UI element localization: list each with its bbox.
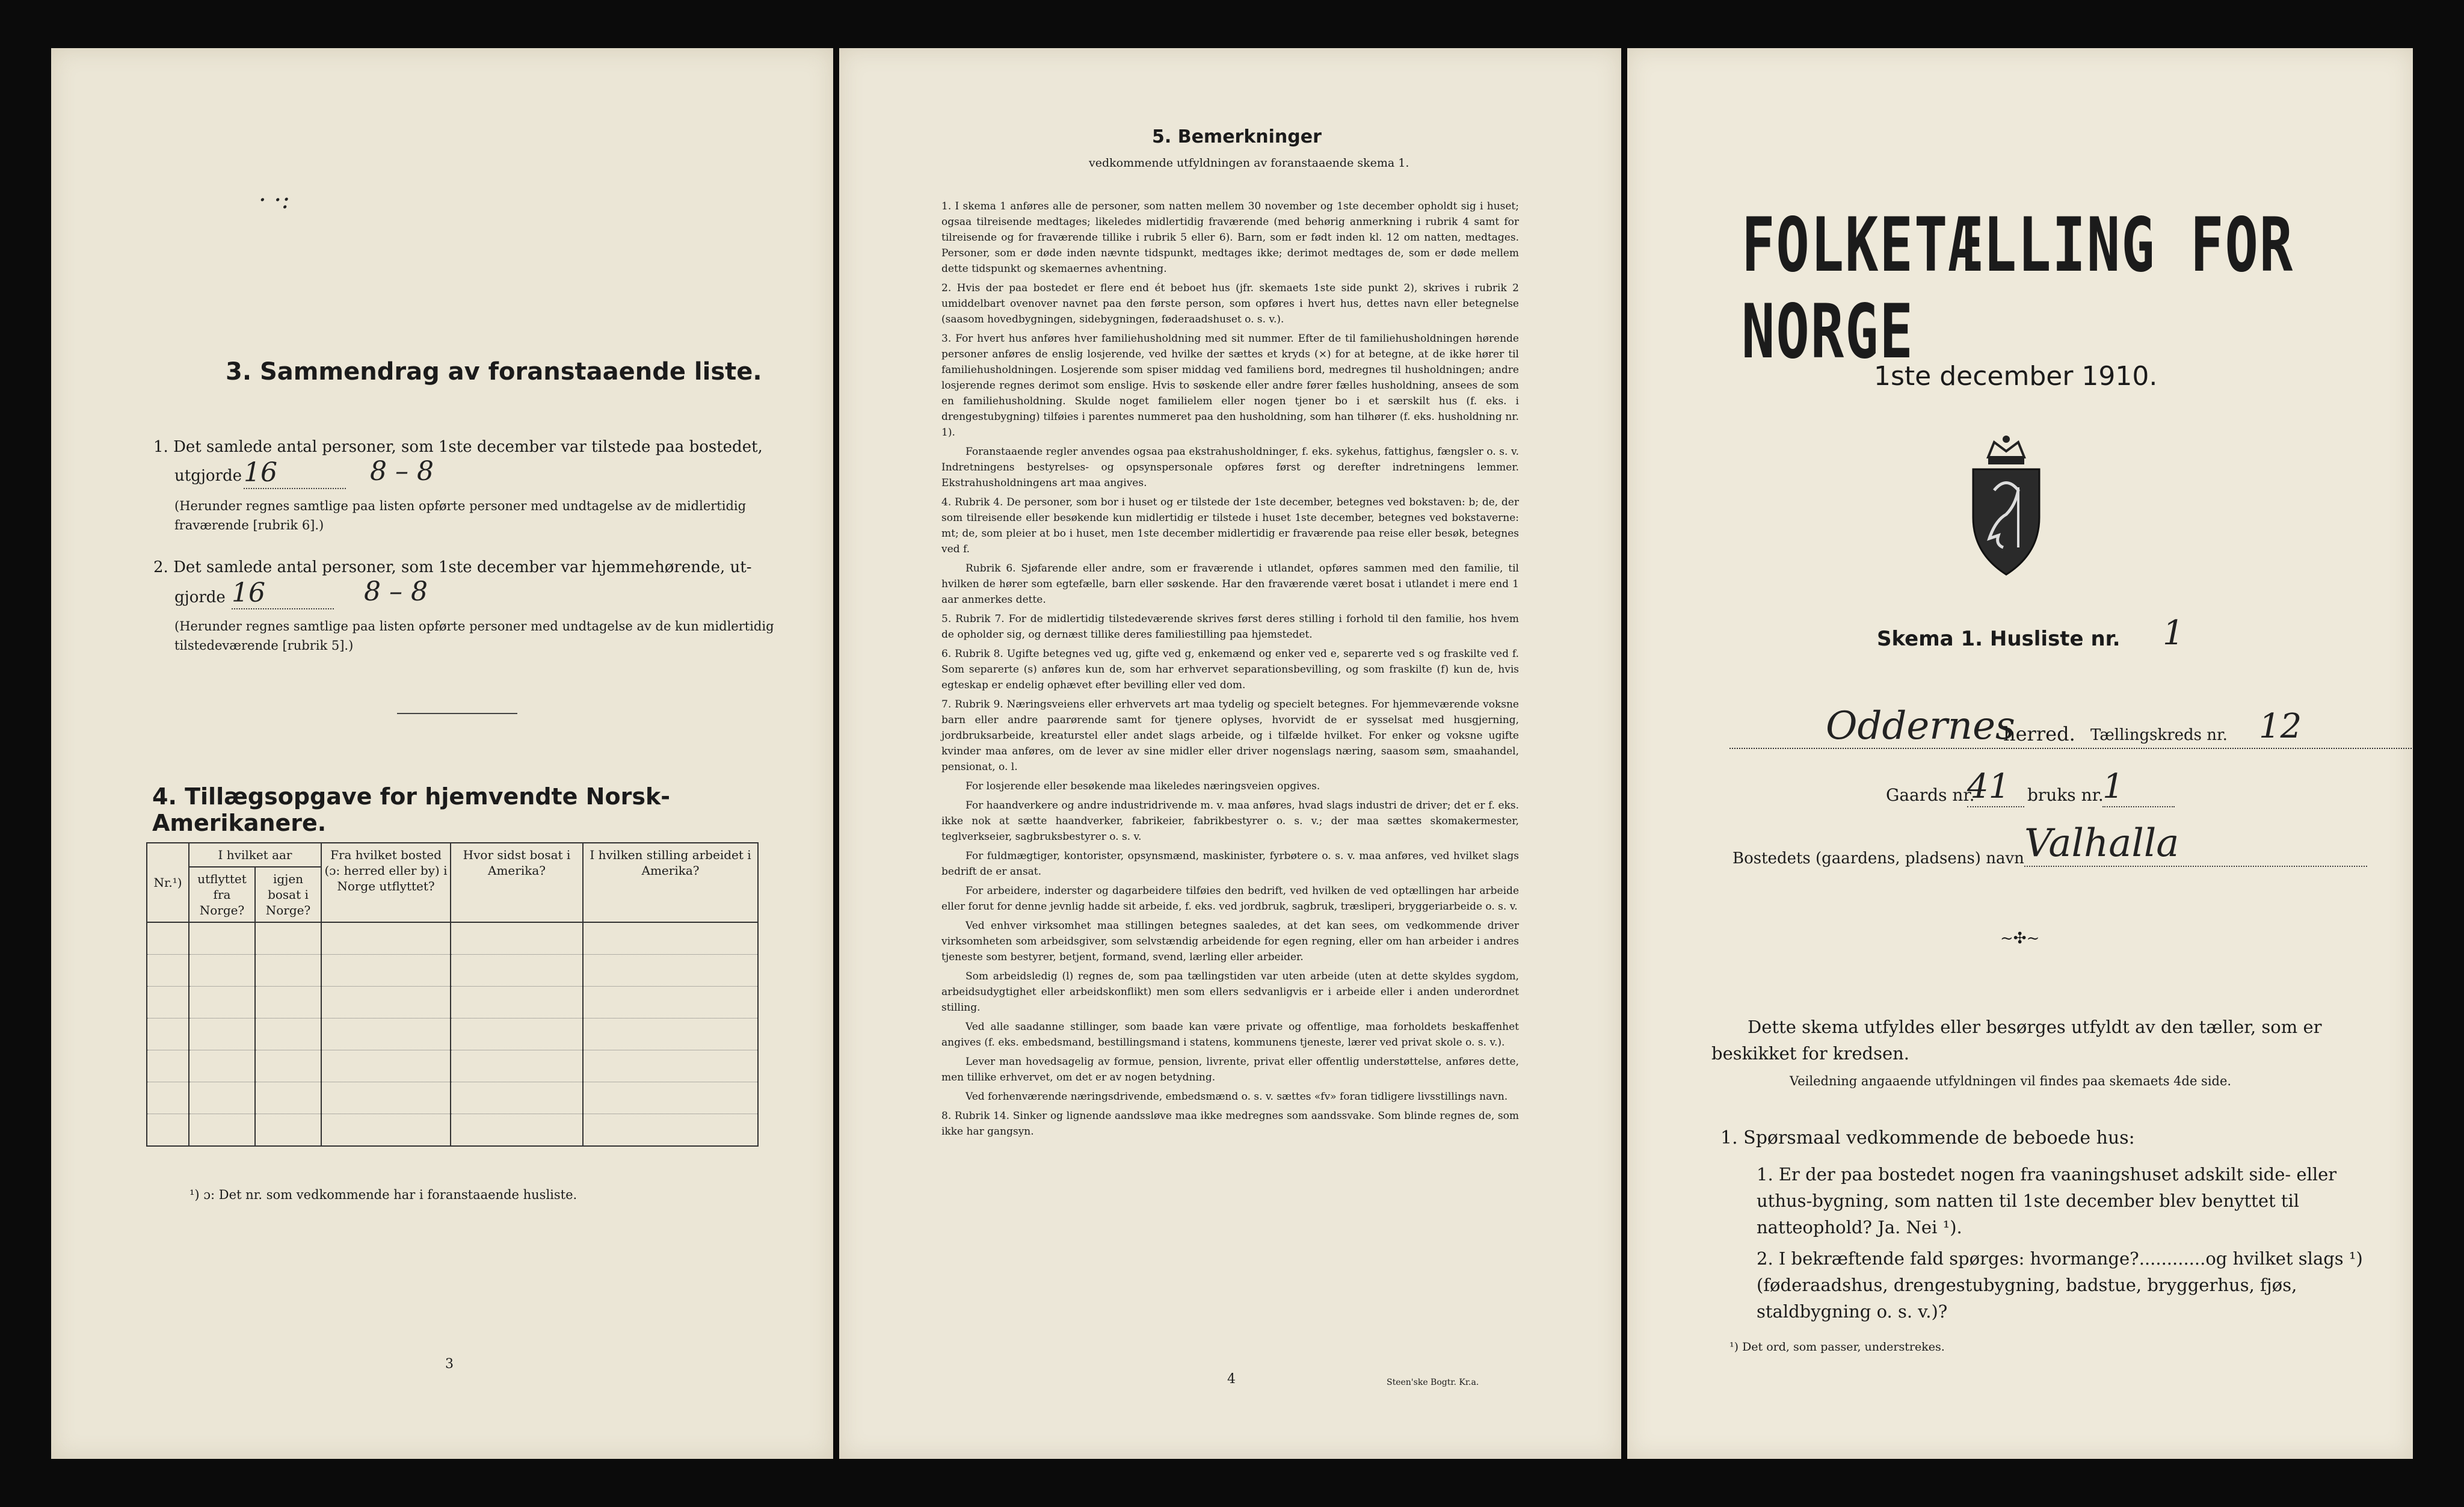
table-header-row [147,843,758,867]
remark-7g: Som arbeidsledig (l) regnes de, som paa tællingstiden var uten arbeide (uten at dette skyldes sygdom, arbeidsudygtighet eller arbeidskonflikt) men som ellers sedvanligvis er i arbeide eller i anden underordnet stilling. [941,970,1519,1014]
cell[interactable] [147,1114,189,1147]
question-2: 2. I bekræftende fald spørges: hvormange?............og hvilket slags ¹) (føderaadshus, drengestubygning, badstue, bryggerhus, fjøs, staldbygning o. s. v.)? [1757,1248,2363,1322]
krets-value[interactable]: 12 [2259,707,2302,746]
table-row [147,922,758,955]
cell[interactable] [583,1019,758,1050]
item2-note: (Herunder regnes samtlige paa listen opførte personer med undtagelse av de kun midlertidig tilstedeværende [rubrik 5].) [174,619,774,653]
col-utflyttet: utflyttet fra Norge? [189,867,255,922]
item1-text: 1. Det samlede antal personer, som 1ste december var tilstede paa bostedet, [153,438,763,456]
remark-7c: For haandverkere og andre industridrivende m. v. maa anføres, hvad slags industri de driver; det er f. eks. ikke nok at sætte haandverker, fabrikeier, fabrikbestyrer o. s. v.; der maa sættes skomakermester, teglverkseier, sagbruksbestyrer o. s. v. [941,800,1519,843]
table-row [147,1019,758,1050]
bosted-value[interactable]: Valhalla [2024,821,2367,867]
middle-page [839,48,1621,1459]
remark-8: 8. Rubrik 14. Sinker og lignende aandssløve maa ikke medregnes som aandssvake. Som blinde regnes de, som ikke har gangsyn. [941,1110,1519,1138]
ornament-icon: ~✣~ [2000,929,2040,948]
col-fra: Fra hvilket bosted (ɔ: herred eller by) i Norge utflyttet? [321,843,451,922]
section4-title: 4. Tillægsopgave for hjemvendte Norsk-Amerikanere. [152,783,670,836]
gaards-label: Gaards nr. [1886,785,1975,805]
cell[interactable] [451,1019,583,1050]
cell[interactable] [583,1082,758,1114]
remarks-title: 5. Bemerkninger [1152,126,1322,147]
cell[interactable] [255,922,321,955]
husliste-number[interactable]: 1 [2163,614,2184,653]
footnote: ¹) ɔ: Det nr. som vedkommende har i foranstaaende husliste. [189,1188,578,1202]
table-row [147,1050,758,1082]
remark-7b: For losjerende eller besøkende maa likeledes næringsveien opgives. [966,780,1320,792]
remark-7: 7. Rubrik 9. Næringsveiens eller erhvervets art maa tydelig og specielt betegnes. For hjemmeværende voksne barn eller andre paarørende samt for tjenere oplyses, hvorvidt de er sysselsat med husgjerning, jordbruksarbeide, kreaturstel eller andet slags arbeide, og i tilfælde hvilket. For enker og voksne ugifte kvinder maa anføres, om de lever av sine midler eller driver nogenslags næring, saasom søm, smaahandel, pensionat, o. l. [941,698,1519,773]
cell[interactable] [583,922,758,955]
krets-label: Tællingskreds nr. [2090,726,2228,744]
cell[interactable] [255,1082,321,1114]
remarks-body [941,199,1519,1143]
cell[interactable] [189,922,255,955]
remark-4b: Rubrik 6. Sjøfarende eller andre, som er fraværende i utlandet, opføres sammen med den familie, til hvilken de hører som egtefælle, barn eller søskende. Har den fraværende været bosat i utlandet i mere end 1 aar anmerkes dette. [941,562,1519,606]
cell[interactable] [189,987,255,1019]
cell[interactable] [321,987,451,1019]
cell[interactable] [451,922,583,955]
table-row [147,987,758,1019]
remark-7i: Lever man hovedsagelig av formue, pension, livrente, privat eller offentlig understøttelse, anføres dette, men tillike erhvervet, om det er av nogen betydning. [941,1056,1519,1083]
cell[interactable] [147,922,189,955]
left-page [51,48,833,1459]
question-1: 1. Er der paa bostedet nogen fra vaaningshuset adskilt side- eller uthus-bygning, som natten til 1ste december blev benyttet til natteophold? Ja. Nei ¹). [1757,1164,2337,1237]
col-stilling: I hvilken stilling arbeidet i Amerika? [583,843,758,922]
cell[interactable] [255,1114,321,1147]
cell[interactable] [451,1082,583,1114]
cell[interactable] [147,987,189,1019]
cell[interactable] [147,955,189,987]
col-nr: Nr.¹) [147,843,189,922]
page-number: 3 [445,1357,454,1372]
item2-label: gjorde [174,588,226,606]
right-page [1627,48,2413,1459]
remark-4: 4. Rubrik 4. De personer, som bor i huset og er tilstede der 1ste december, betegnes ved bokstaven: b; de, der som tilreisende eller besøkende kun midlertidig er tilstede i huset 1ste december, betegnes ved bokstaverne: mt; de, som pleier at bo i huset, men 1ste december midlertidig er fraværende paa reise eller besøk, betegnes ved f. [941,496,1519,555]
cell[interactable] [451,1114,583,1147]
cell[interactable] [147,1082,189,1114]
item1-note: (Herunder regnes samtlige paa listen opførte personer med undtagelse av de midlertidig fraværende [rubrik 6].) [174,499,747,532]
remark-7f: Ved enhver virksomhet maa stillingen betegnes saaledes, at det kan sees, om vedkommende driver virksomheten som arbeidsgiver, som selvstændig arbeidende for egen regning, eller om han arbeider i andres tjeneste som bestyrer, betjent, formand, svend, lærling eller arbeider. [941,920,1519,963]
table-row [147,1082,758,1114]
cell[interactable] [451,987,583,1019]
table-row [147,955,758,987]
table-row [147,1114,758,1147]
bruks-label: bruks nr. [2027,785,2104,805]
cell[interactable] [255,1019,321,1050]
gaards-value[interactable]: 41 [1967,767,2024,807]
ink-marks: · ·: [259,186,290,214]
cell[interactable] [189,955,255,987]
section1-title: 1. Spørsmaal vedkommende de beboede hus: [1720,1127,2135,1148]
remarks-subtitle: vedkommende utfyldningen av foranstaaende skema 1. [1089,156,1409,170]
cell[interactable] [321,955,451,987]
document-title: FOLKETÆLLING FOR NORGE [1742,202,2294,375]
item1-label: utgjorde [174,467,242,485]
cell[interactable] [255,987,321,1019]
remark-3: 3. For hvert hus anføres hver familiehusholdning med sit nummer. Efter de til familiehusholdningen hørende personer anføres de enslig losjerende, ved hvilke der sættes et kryds (×) for at betegne, at de ikke hører til familiehusholdningen. Losjerende som spiser middag ved familiens bord, medregnes til husholdningen; andre losjerende regnes derimot som enslige. Hvis to søskende eller andre fører fælles husholdning, ansees de som en familiehusholdning. Skulde noget familielem eller nogen tjener bo i et særskilt hus (f. eks. i drengestubygning) tilføies i parentes nummeret paa den husholdning, som han tilhører (f. eks. husholdning nr. 1). [941,333,1519,439]
cell[interactable] [255,1050,321,1082]
cell[interactable] [451,1050,583,1082]
remark-5: 5. Rubrik 7. For de midlertidig tilstedeværende skrives først deres stilling i forhold til den familie, hos hvem de opholder sig, og dernæst tillike deres familiestilling paa hjemstedet. [941,613,1519,641]
herred-value[interactable]: Oddernes [1826,704,2015,748]
schema-label: Skema 1. Husliste nr. [1877,627,2121,651]
item2-text: 2. Det samlede antal personer, som 1ste december var hjemmehørende, ut- [153,558,752,576]
cell[interactable] [583,1114,758,1147]
cell[interactable] [189,1050,255,1082]
col-hvor: Hvor sidst bosat i Amerika? [451,843,583,922]
col-group-year: I hvilket aar [189,843,321,867]
remark-1: 1. I skema 1 anføres alle de personer, som natten mellem 30 november og 1ste december opholdt sig i huset; ogsaa tilreisende medtages; likeledes midlertidig fraværende (med behørig anmerkning i rubrik 4 samt for tilreisende og for fraværende tillike i rubrik 5 eller 6). Barn, som er født inden kl. 12 om natten, medtages. Personer, som er døde inden nævnte tidspunkt, medtages ikke; derimot medtages de, som er døde mellem dette tidspunkt og skemaernes avhentning. [941,200,1519,275]
cell[interactable] [189,1082,255,1114]
section3-title: 3. Sammendrag av foranstaaende liste. [226,358,762,386]
cell[interactable] [255,955,321,987]
col-igjen: igjen bosat i Norge? [255,867,321,922]
footnote: ¹) Det ord, som passer, understrekes. [1729,1340,1945,1354]
remark-7j: Ved forhenværende næringsdrivende, embedsmænd o. s. v. sættes «fv» foran tidligere livsstillings navn. [966,1091,1508,1103]
instruction-text: Dette skema utfyldes eller besørges utfyldt av den tæller, som er beskikket for kredsen. [1711,1017,2322,1064]
cell[interactable] [321,1114,451,1147]
remark-7e: For arbeidere, inderster og dagarbeidere tilføies den bedrift, ved hvilken de ved optællingen har arbeide eller forut for denne jevnlig hadde sit arbeide, f. eks. ved jordbruk, sagbruk, træsliperi, bryggeriarbeide o. s. v. [941,885,1519,913]
cell[interactable] [147,1050,189,1082]
remark-3b: Foranstaaende regler anvendes ogsaa paa ekstrahusholdninger, f. eks. sykehus, fattighus, fængsler o. s. v. Indretningens bestyrelses- og opsynspersonale opføres først og derefter indretningens lemmer. Ekstrahusholdningens art maa angives. [941,446,1519,489]
remark-7d: For fuldmægtiger, kontorister, opsynsmænd, maskinister, fyrbøtere o. s. v. maa anføres, ved hvilket slags bedrift de er ansat. [941,850,1519,878]
cell[interactable] [583,987,758,1019]
norsk-amerikanere-table [146,842,759,1147]
census-date: 1ste december 1910. [1874,361,2158,392]
cell[interactable] [321,922,451,955]
cell[interactable] [147,1019,189,1050]
cell[interactable] [189,1019,255,1050]
cell[interactable] [583,1050,758,1082]
divider [397,713,517,714]
veiledning-text: Veiledning angaaende utfyldningen vil findes paa skemaets 4de side. [1790,1074,2232,1088]
cell[interactable] [451,955,583,987]
cell[interactable] [321,1082,451,1114]
cell[interactable] [321,1050,451,1082]
item2-value[interactable]: 16 [232,578,334,609]
remark-6: 6. Rubrik 8. Ugifte betegnes ved ug, gifte ved g, enkemænd og enker ved e, separerte ved s og fraskilte ved f. Som separerte (s) anføres kun de, som har erhvervet separationsbevilling, og som fraskilte (f) kun de, hvis egteskap er endelig ophævet efter bevilling eller ved dom. [941,648,1519,691]
page-number: 4 [1227,1372,1236,1387]
bruks-value[interactable]: 1 [2102,767,2175,807]
bosted-label: Bostedets (gaardens, pladsens) navn [1732,849,2024,868]
cell[interactable] [189,1114,255,1147]
herred-label: herred. [2003,723,2075,745]
printer-mark: Steen'ske Bogtr. Kr.a. [1387,1378,1479,1387]
coat-of-arms-icon [1961,433,2051,578]
item1-value[interactable]: 16 [244,457,346,489]
remark-2: 2. Hvis der paa bostedet er flere end ét beboet hus (jfr. skemaets 1ste side punkt 2), skrives i rubrik 2 umiddelbart ovenover navnet paa den første person, som opføres i hvert hus, dettes navn eller betegnelse (saasom hovedbygningen, sidebygningen, føderaadshuset o. s. v.). [941,282,1519,325]
cell[interactable] [583,955,758,987]
cell[interactable] [321,1019,451,1050]
remark-7h: Ved alle saadanne stillinger, som baade kan være private og offentlige, maa forholdets beskaffenhet angives (f. eks. embedsmand, bestillingsmand i statens, kommunens tjeneste, lærer ved privat skole o. s. v.). [941,1021,1519,1049]
item2-extra: 8 – 8 [364,576,428,607]
item1-extra: 8 – 8 [370,456,434,487]
